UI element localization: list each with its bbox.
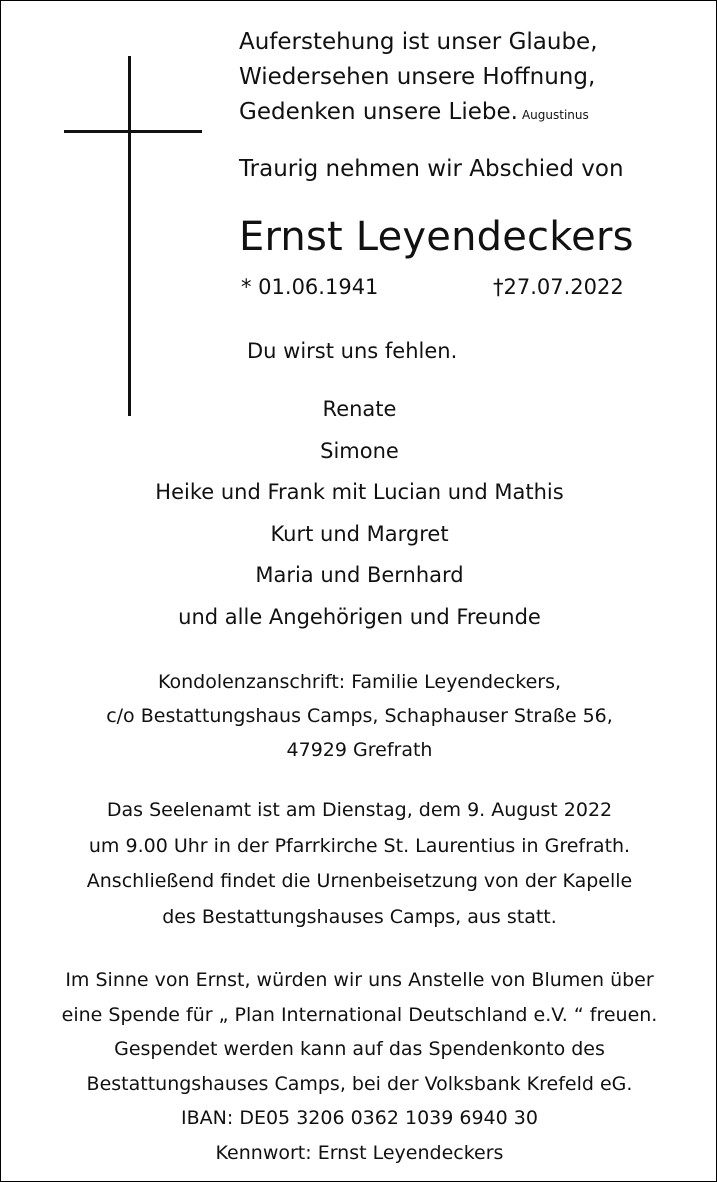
deceased-name: Ernst Leyendeckers — [239, 214, 634, 260]
death-date: †27.07.2022 — [493, 275, 624, 299]
mourner-line: Heike und Frank mit Lucian und Mathis — [155, 480, 564, 504]
service-line: um 9.00 Uhr in der Pfarrkirche St. Laurentius in Grefrath. — [88, 834, 631, 857]
quote-line — [239, 95, 598, 133]
farewell-text: Du wirst uns fehlen. — [247, 339, 458, 363]
cross-icon-bar — [64, 130, 202, 133]
condolence-address — [1, 665, 717, 767]
quote-line: Wiedersehen unsere Hoffnung, — [239, 64, 596, 90]
donation-line: eine Spende für „ Plan International Deutschland e.V. “ freuen. — [61, 1003, 658, 1026]
iban-line: IBAN: DE05 3206 0362 1039 6940 30 — [181, 1107, 538, 1129]
service-info — [1, 793, 717, 935]
mourner-line: Maria und Bernhard — [255, 563, 464, 587]
quote-attribution: Augustinus — [521, 108, 589, 122]
keyword-line: Kennwort: Ernst Leyendeckers — [215, 1141, 504, 1164]
address-line: c/o Bestattungshaus Camps, Schaphauser Straße 56, — [106, 705, 613, 727]
donation-line: Bestattungshauses Camps, bei der Volksbank Krefeld eG. — [86, 1072, 633, 1095]
mourner-line: Renate — [322, 397, 397, 421]
donation-info — [1, 963, 717, 1170]
mourner-line: Kurt und Margret — [270, 521, 449, 546]
intro-text: Traurig nehmen wir Abschied von — [239, 156, 624, 182]
service-line: Anschließend findet die Urnenbeisetzung von der Kapelle — [86, 870, 633, 892]
mourner-line: und alle Angehörigen und Freunde — [178, 604, 541, 629]
address-line: Kondolenzanschrift: Familie Leyendeckers, — [157, 671, 562, 693]
memorial-quote — [239, 25, 598, 133]
birth-date: * 01.06.1941 — [241, 275, 379, 299]
quote-text: Gedenken unsere Liebe. — [239, 99, 518, 125]
donation-line: Im Sinne von Ernst, würden wir uns Anstelle von Blumen über — [65, 969, 654, 991]
service-line: des Bestattungshauses Camps, aus statt. — [162, 905, 557, 928]
mourners-list — [1, 389, 717, 638]
mourner-line: Simone — [320, 438, 399, 463]
service-line: Das Seelenamt ist am Dienstag, dem 9. August 2022 — [106, 799, 613, 821]
donation-line: Gespendet werden kann auf das Spendenkonto des — [114, 1038, 605, 1060]
cross-icon — [128, 56, 131, 416]
quote-line: Auferstehung ist unser Glaube, — [239, 29, 598, 55]
address-line: 47929 Grefrath — [286, 739, 433, 761]
